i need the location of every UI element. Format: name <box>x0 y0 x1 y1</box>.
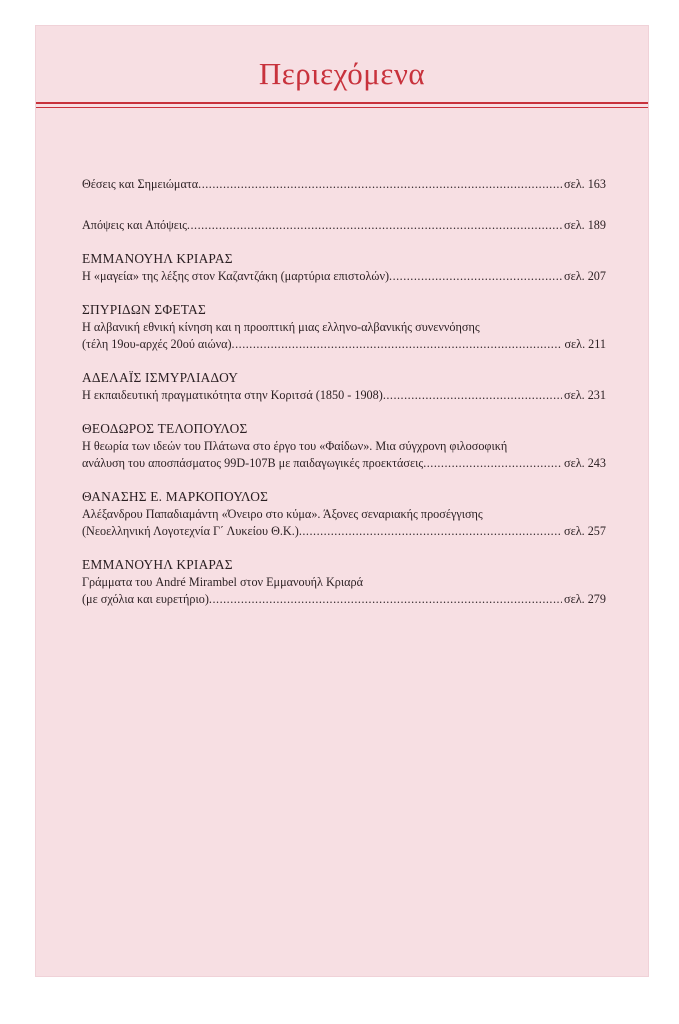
title-rule-thin <box>36 107 648 108</box>
toc-entry-leader-line <box>82 336 606 353</box>
dot-leader <box>232 336 563 353</box>
toc-entry <box>82 250 606 285</box>
toc-entry <box>82 556 606 608</box>
toc-entry-page: σελ. 207 <box>564 269 606 283</box>
toc-entry-title: (τέλη 19ου-αρχές 20ού αιώνα) <box>82 337 232 351</box>
toc-entry-title: (Νεοελληνική Λογοτεχνία Γ΄ Λυκείου Θ.Κ.) <box>82 524 299 538</box>
toc-entry-author: ΕΜΜΑΝΟΥΗΛ ΚΡΙΑΡΑΣ <box>82 251 233 266</box>
toc-entry <box>82 420 606 472</box>
toc-entry-title-line: Η αλβανική εθνική κίνηση και η προοπτική μιας ελληνο-αλβανικής συνεννόησης <box>82 320 480 334</box>
title-rule <box>36 102 648 104</box>
dot-leader <box>389 268 562 285</box>
toc-entry-leader-line <box>82 387 606 404</box>
dot-leader <box>209 591 562 608</box>
toc-entry <box>82 369 606 404</box>
toc-entry-leader-line <box>82 591 606 608</box>
toc-entry-title: Η εκπαιδευτική πραγματικότητα στην Κοριτσά (1850 - 1908) <box>82 388 383 402</box>
toc-entry <box>82 217 606 234</box>
toc-entry-title: Η «μαγεία» της λέξης στον Καζαντζάκη (μαρτύρια επιστολών) <box>82 269 390 283</box>
toc-entry-title: Θέσεις και Σημειώματα <box>82 177 199 191</box>
toc-entry-author: ΘΑΝΑΣΗΣ Ε. ΜΑΡΚΟΠΟΥΛΟΣ <box>82 489 269 504</box>
table-of-contents <box>82 176 606 624</box>
toc-entry-title-line: Η θεωρία των ιδεών του Πλάτωνα στο έργο του «Φαίδων». Μια σύγχρονη φιλοσοφική <box>82 439 508 453</box>
contents-page <box>36 26 648 976</box>
toc-entry-title: (με σχόλια και ευρετήριο) <box>82 592 209 606</box>
toc-entry-page: σελ. 231 <box>564 388 606 402</box>
toc-entry-page: σελ. 163 <box>564 177 606 191</box>
toc-entry <box>82 176 606 193</box>
toc-entry-leader-line <box>82 268 606 285</box>
toc-entry-leader-line <box>82 523 606 540</box>
toc-entry-leader-line <box>82 217 606 234</box>
toc-entry-title-line: Αλέξανδρου Παπαδιαμάντη «Όνειρο στο κύμα». Άξονες σεναριακής προσέγγισης <box>82 507 483 521</box>
dot-leader <box>383 387 562 404</box>
dot-leader <box>187 217 562 234</box>
toc-entry-page: σελ. 189 <box>564 218 606 232</box>
dot-leader <box>423 455 562 472</box>
toc-entry-page: σελ. 211 <box>564 337 606 351</box>
toc-entry-page: σελ. 257 <box>564 524 606 538</box>
toc-entry <box>82 488 606 540</box>
toc-entry-page: σελ. 279 <box>564 592 606 606</box>
toc-entry-leader-line <box>82 455 606 472</box>
dot-leader <box>299 523 562 540</box>
toc-entry-title: Απόψεις και Απόψεις <box>82 218 187 232</box>
toc-entry-author: ΣΠΥΡΙΔΩΝ ΣΦΕΤΑΣ <box>82 302 206 317</box>
dot-leader <box>198 176 562 193</box>
toc-entry-page: σελ. 243 <box>564 456 606 470</box>
toc-entry-leader-line <box>82 176 606 193</box>
toc-entry-author: ΘΕΟΔΩΡΟΣ ΤΕΛΟΠΟΥΛΟΣ <box>82 421 248 436</box>
toc-entry-author: ΑΔΕΛΑΪΣ ΙΣΜΥΡΛΙΑΔΟΥ <box>82 370 239 385</box>
toc-entry-title: ανάλυση του αποσπάσματος 99D-107B με παιδαγωγικές προεκτάσεις <box>82 456 424 470</box>
page-title: Περιεχόμενα <box>258 56 426 91</box>
toc-entry-title-line: Γράμματα του André Mirambel στον Εμμανουήλ Κριαρά <box>82 575 363 589</box>
toc-entry <box>82 301 606 353</box>
toc-entry-author: ΕΜΜΑΝΟΥΗΛ ΚΡΙΑΡΑΣ <box>82 557 233 572</box>
